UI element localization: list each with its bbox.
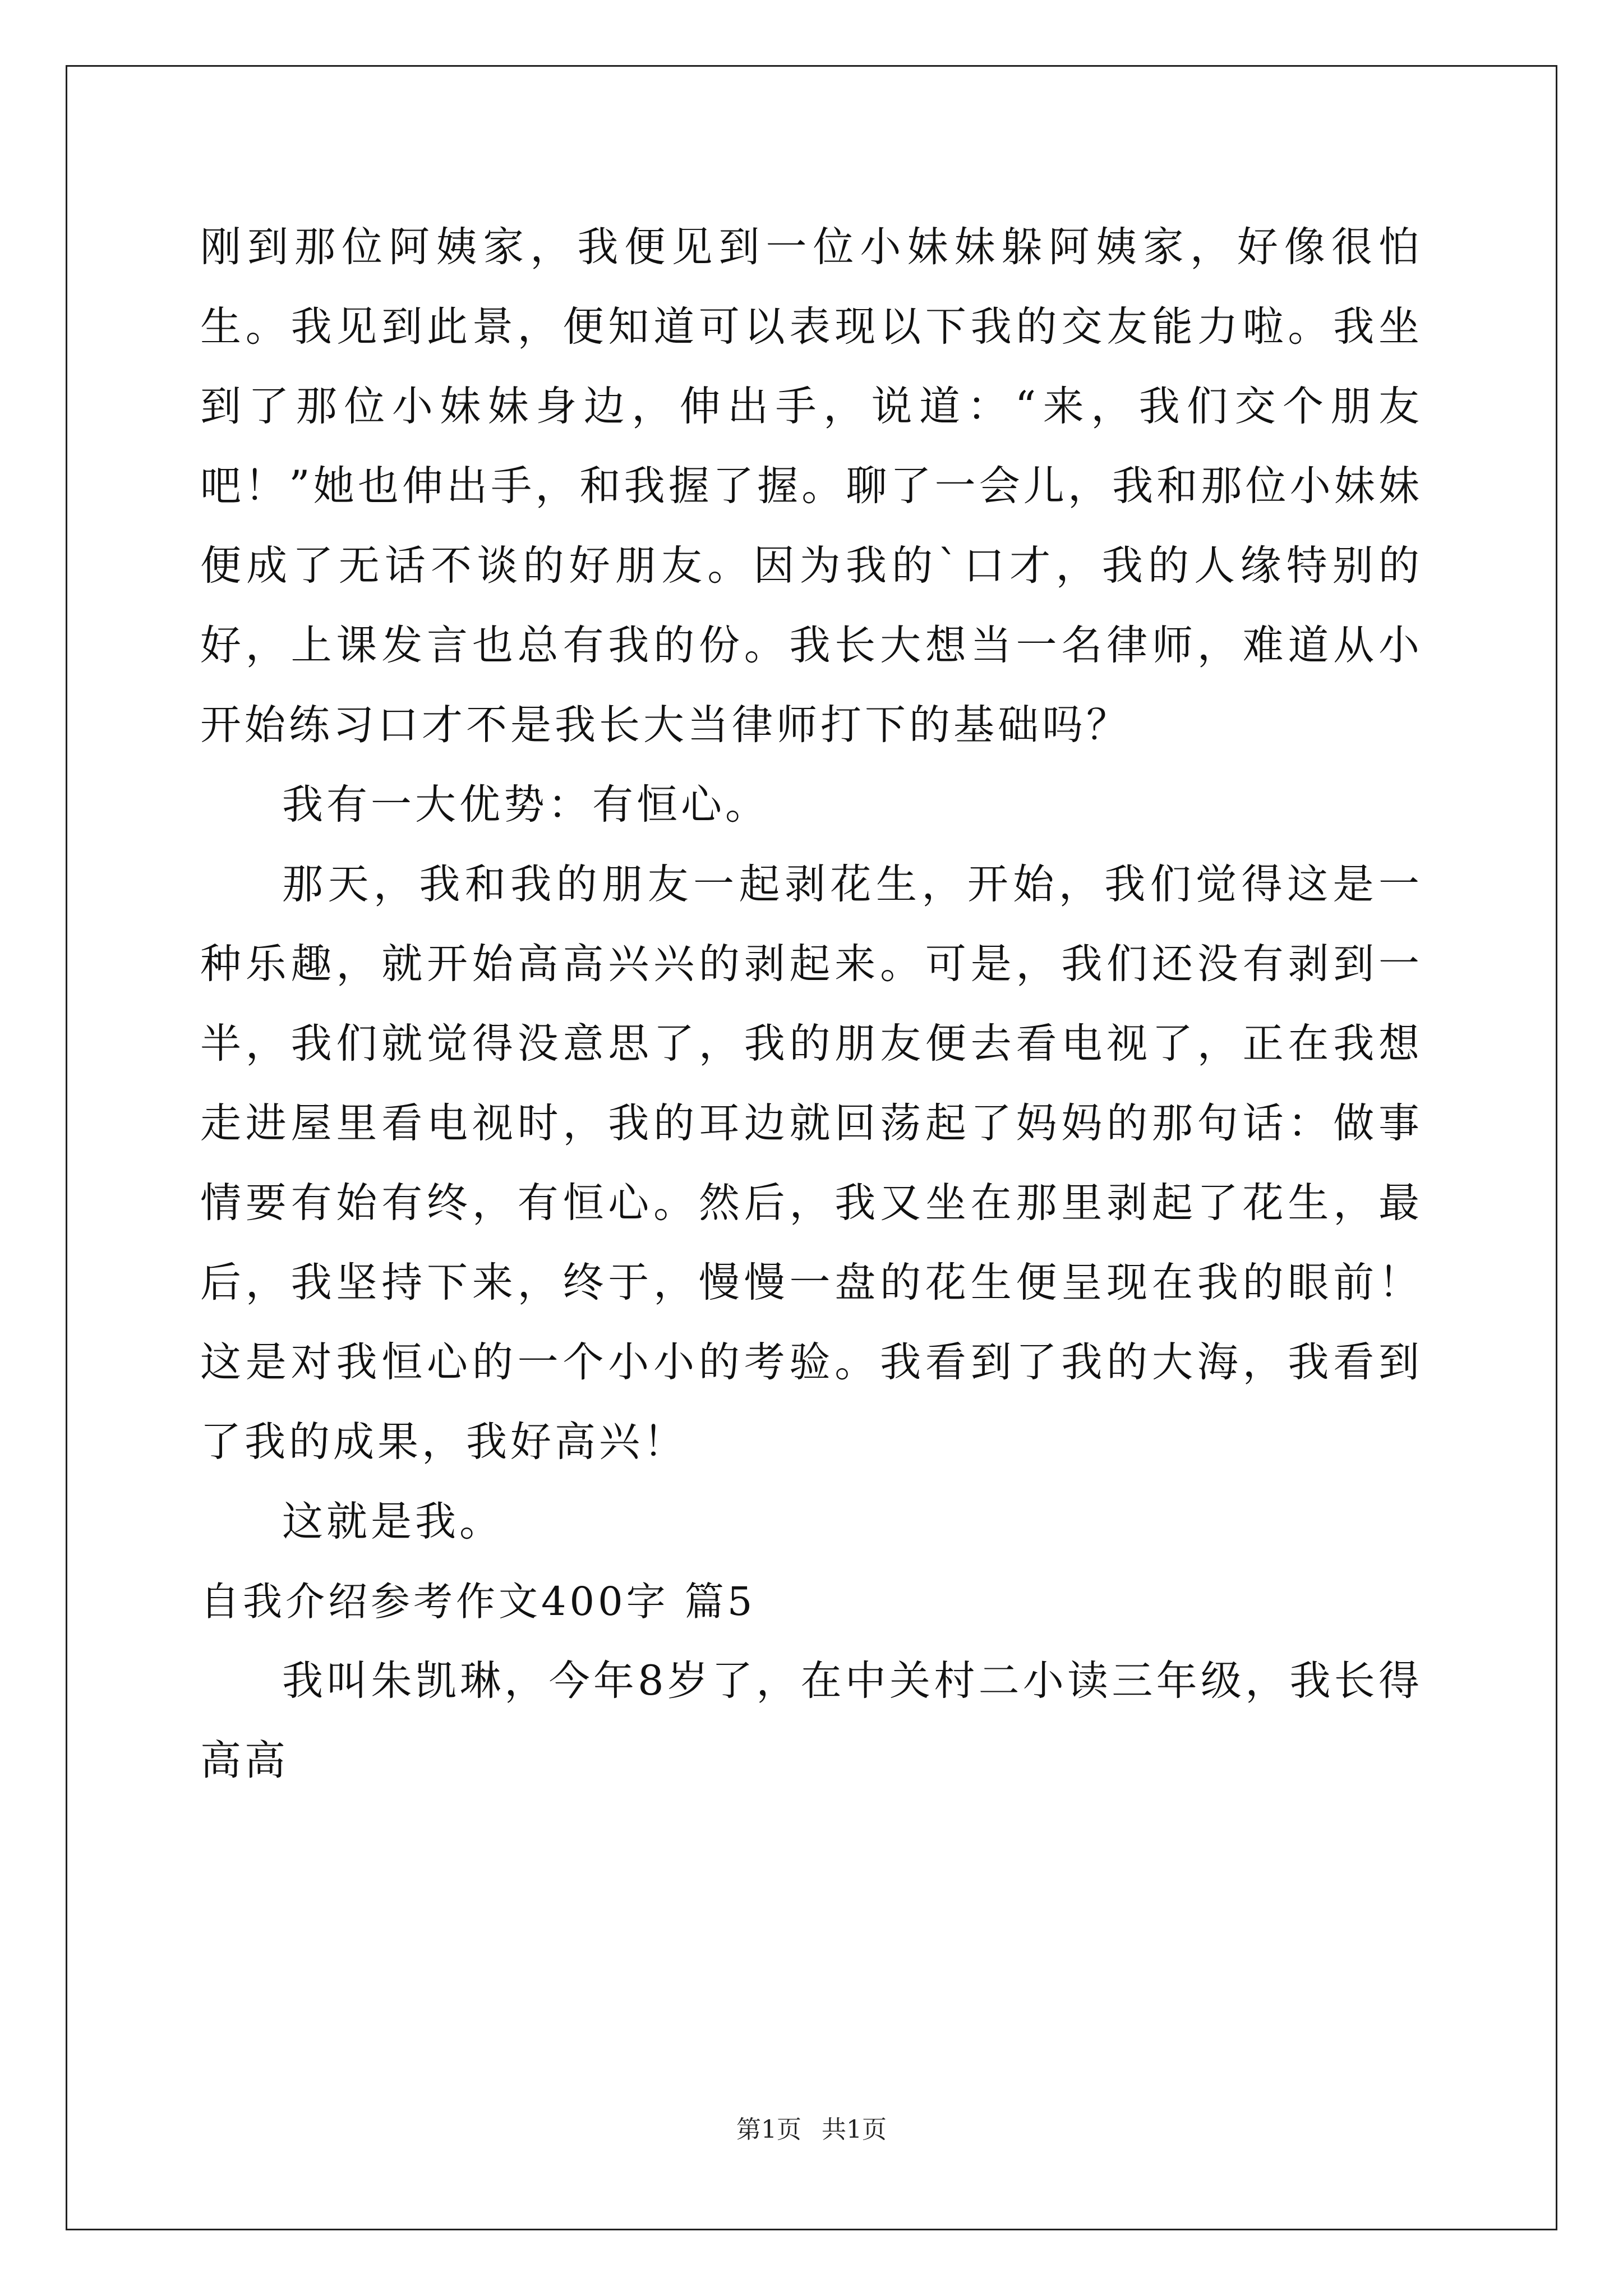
section-heading: 自我介绍参考作文400字 篇5 xyxy=(200,1579,756,1625)
paragraph-3: 那天，我和我的朋友一起剥花生，开始，我们觉得这是一种乐趣，就开始高高兴兴的剥起来。可是，我们还没有剥到一半，我们就觉得没意思了，我的朋友便去看电视了，正在我想走进屋里看电视时，我的耳边就回荡起了妈妈的那句话：做事情要有始有终，有恒心。然后，我又坐在那里剥起了花生，最后，我坚持下来，终于，慢慢一盘的花生便呈现在我的眼前！这是对我恒心的一个小小的考验。我看到了我的大海，我看到了我的成果，我好高兴！ xyxy=(200,861,1423,1466)
paragraph-2: 我有一大优势：有恒心。 xyxy=(282,781,769,829)
page-number: 第1页 xyxy=(736,2115,801,2144)
paragraph-4: 这就是我。 xyxy=(282,1498,504,1545)
page-total: 共1页 xyxy=(822,2115,887,2144)
paragraph-1: 刚到那位阿姨家，我便见到一位小妹妹躲阿姨家，好像很怕生。我见到此景，便知道可以表现以下我的交友能力啦。我坐到了那位小妹妹身边，伸出手，说道：“来，我们交个朋友吧！”她也伸出手，和我握了握。聊了一会儿，我和那位小妹妹便成了无话不谈的好朋友。因为我的`口才，我的人缘特别的好，上课发言也总有我的份。我长大想当一名律师，难道从小开始练习口才不是我长大当律师打下的基础吗？ xyxy=(200,223,1423,749)
paragraph-5: 我叫朱凯琳，今年8岁了，在中关村二小读三年级，我长得高高 xyxy=(200,1657,1423,1784)
page-footer xyxy=(0,2109,1623,2145)
document-body xyxy=(200,208,1423,1801)
